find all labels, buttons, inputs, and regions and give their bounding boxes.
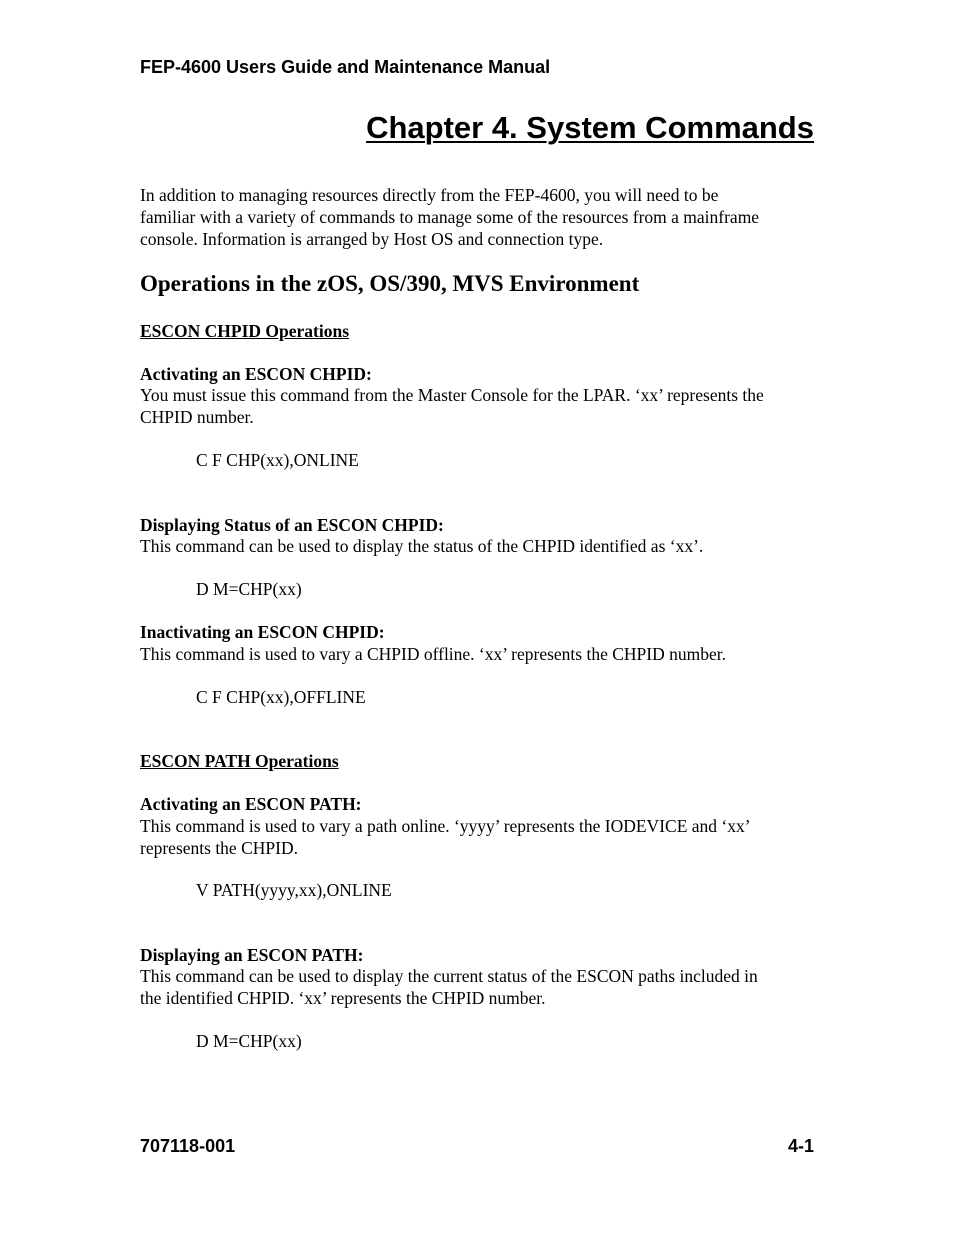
footer-doc-number: 707118-001: [140, 1136, 236, 1156]
activate-path-label: Activating an ESCON PATH:: [140, 794, 362, 814]
intro-line: console. Information is arranged by Host OS and connection type.: [140, 229, 604, 249]
activate-path-description: [140, 815, 820, 859]
intro-line: In addition to managing resources directly from the FEP-4600, you will need to be: [140, 185, 719, 205]
running-header: FEP-4600 Users Guide and Maintenance Manual: [140, 57, 551, 77]
activate-chpid-command: C F CHP(xx),ONLINE: [196, 450, 359, 470]
display-chpid-command: D M=CHP(xx): [196, 579, 302, 599]
chapter-title: Chapter 4. System Commands: [366, 110, 814, 145]
description-line: This command can be used to display the status of the CHPID identified as ‘xx’.: [140, 536, 704, 556]
display-path-command: D M=CHP(xx): [196, 1031, 302, 1051]
description-line: the identified CHPID. ‘xx’ represents the CHPID number.: [140, 988, 546, 1008]
inactivate-chpid-label: Inactivating an ESCON CHPID:: [140, 622, 385, 642]
inactivate-chpid-description: [140, 643, 820, 665]
intro-line: familiar with a variety of commands to manage some of the resources from a mainframe: [140, 207, 760, 227]
footer-page-number: 4-1: [787, 1136, 814, 1156]
display-chpid-description: [140, 535, 820, 557]
display-chpid-label: Displaying Status of an ESCON CHPID:: [140, 515, 444, 535]
description-line: CHPID number.: [140, 407, 254, 427]
inactivate-chpid-command: C F CHP(xx),OFFLINE: [196, 687, 366, 707]
description-line: This command is used to vary a CHPID offline. ‘xx’ represents the CHPID number.: [140, 644, 726, 664]
display-path-label: Displaying an ESCON PATH:: [140, 945, 364, 965]
display-path-description: [140, 965, 820, 1009]
description-line: This command is used to vary a path online. ‘yyyy’ represents the IODEVICE and ‘xx’: [140, 816, 751, 836]
activate-path-command: V PATH(yyyy,xx),ONLINE: [196, 880, 392, 900]
intro-paragraph: [140, 184, 820, 250]
section-title: Operations in the zOS, OS/390, MVS Environment: [140, 271, 640, 296]
description-line: This command can be used to display the current status of the ESCON paths included in: [140, 966, 758, 986]
subsection-heading-path: ESCON PATH Operations: [140, 751, 339, 771]
activate-chpid-description: [140, 384, 820, 428]
activate-chpid-label: Activating an ESCON CHPID:: [140, 364, 372, 384]
description-line: You must issue this command from the Master Console for the LPAR. ‘xx’ represents the: [140, 385, 764, 405]
description-line: represents the CHPID.: [140, 838, 298, 858]
subsection-heading-chpid: ESCON CHPID Operations: [140, 321, 350, 341]
